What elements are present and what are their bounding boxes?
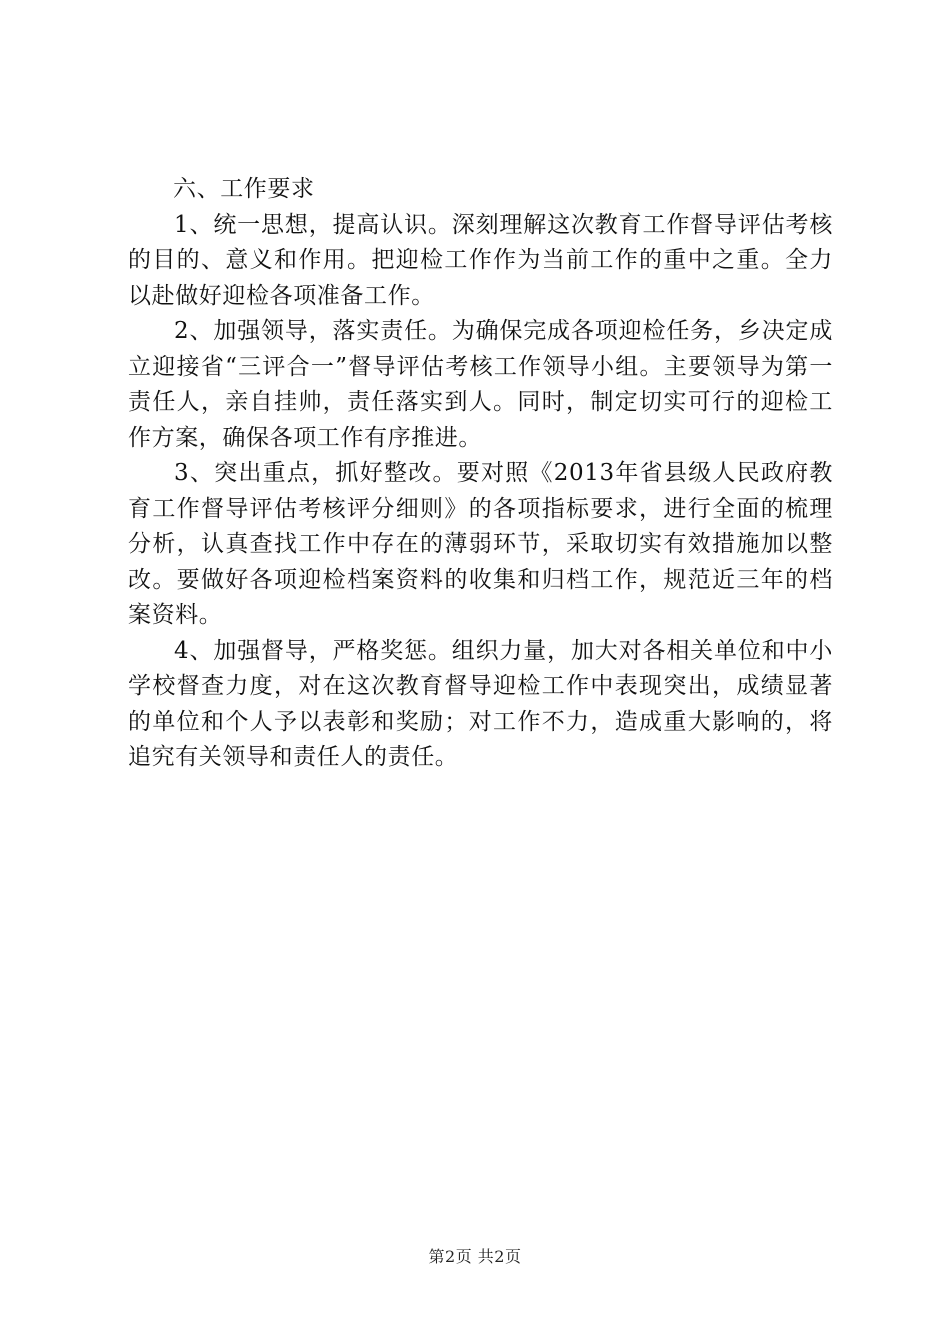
paragraph-2: 2、加强领导，落实责任。为确保完成各项迎检任务，乡决定成立迎接省“三评合一”督导评估考核工作领导小组。主要领导为第一责任人，亲自挂帅，责任落实到人。同时，制定切实可行的迎检工作方案，确保各项工作有序推进。	[128, 318, 833, 451]
page-number-footer: 第2页 共2页	[428, 1247, 522, 1266]
paragraph-4: 4、加强督导，严格奖惩。组织力量，加大对各相关单位和中小学校督查力度，对在这次教育督导迎检工作中表现突出，成绩显著的单位和个人予以表彰和奖励；对工作不力，造成重大影响的，将追究有关领导和责任人的责任。	[128, 637, 833, 770]
paragraph-3: 3、突出重点，抓好整改。要对照《2013年省县级人民政府教育工作督导评估考核评分细则》的各项指标要求，进行全面的梳理分析，认真查找工作中存在的薄弱环节，采取切实有效措施加以整改。要做好各项迎检档案资料的收集和归档工作，规范近三年的档案资料。	[128, 460, 833, 628]
document-body	[128, 172, 833, 776]
paragraph-1: 1、统一思想，提高认识。深刻理解这次教育工作督导评估考核的目的、意义和作用。把迎检工作作为当前工作的重中之重。全力以赴做好迎检各项准备工作。	[128, 211, 833, 309]
section-heading: 六、工作要求	[173, 176, 315, 202]
